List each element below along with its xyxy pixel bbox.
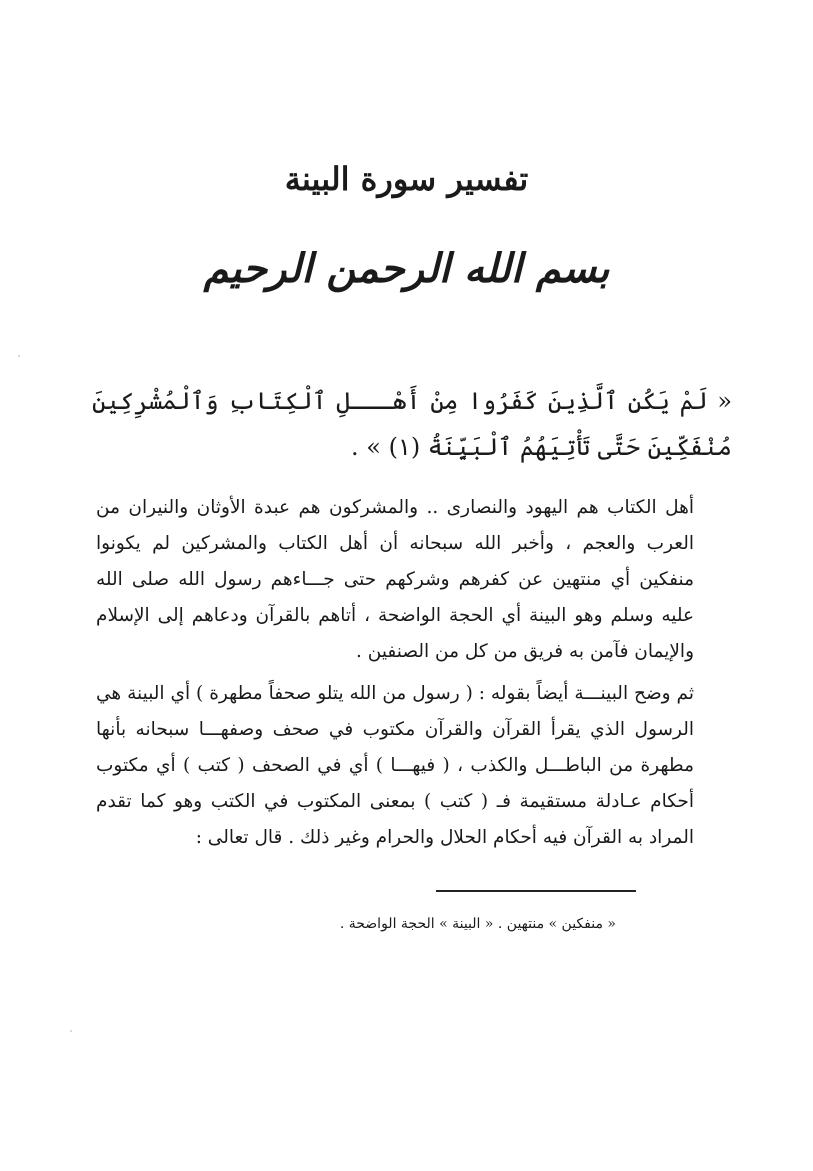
basmala-calligraphy: بسم الله الرحمن الرحيم (203, 245, 610, 292)
tafsir-paragraph-1: أهل الكتاب هم اليهود والنصارى .. والمشركون هم عبدة الأوثان والنيران من العرب والعجم ، وأخبر الله سبحانه أن أهل الكتاب والمشركين لم يكونوا منفكين أي منتهين عن كفرهم وشركهم حتى جـــاءهم رسول الله صلى الله عليه وسلم وهو البينة أي الحجة الواضحة ، أتاهم بالقرآن ودعاهم إلى الإسلام والإيمان فآمن به فريق من كل من الصنفين . (96, 497, 694, 662)
footnote-divider (436, 890, 636, 892)
scan-speck (70, 1030, 72, 1032)
footnote: « منفكين » منتهين . « البينة » الحجة الواضحة . (339, 916, 616, 932)
quran-verse: « لَمْ يَكُنِ ٱلَّذِينَ كَفَرُوا مِنْ أَهْـــلِ ٱلْكِتَابِ وَٱلْمُشْرِكِينَ مُنْفَكِّينَ حَتَّى تَأْتِيَهُمُ ٱلْبَيِّنَةُ (١) » . (92, 387, 732, 461)
scan-speck (18, 355, 20, 357)
tafsir-paragraph-2: ثم وضح البينـــة أيضاً بقوله : ( رسول من الله يتلو صحفاً مطهرة ) أي البينة هي الرسول الذي يقرأ القرآن والقرآن مكتوب في صحف وصفهـــا سبحانه بأنها مطهرة من الباطـــل والكذب ، ( فيهـــا ) أي في الصحف ( كتب ) أي مكتوب أحكام عـادلة مستقيمة فـ ( كتب ) بمعنى المكتوب في الكتب وهو كما تقدم المراد به القرآن فيه أحكام الحلال والحرام وغير ذلك . قال تعالى : (96, 683, 694, 848)
page-title: تفسير سورة البينة (284, 160, 529, 198)
